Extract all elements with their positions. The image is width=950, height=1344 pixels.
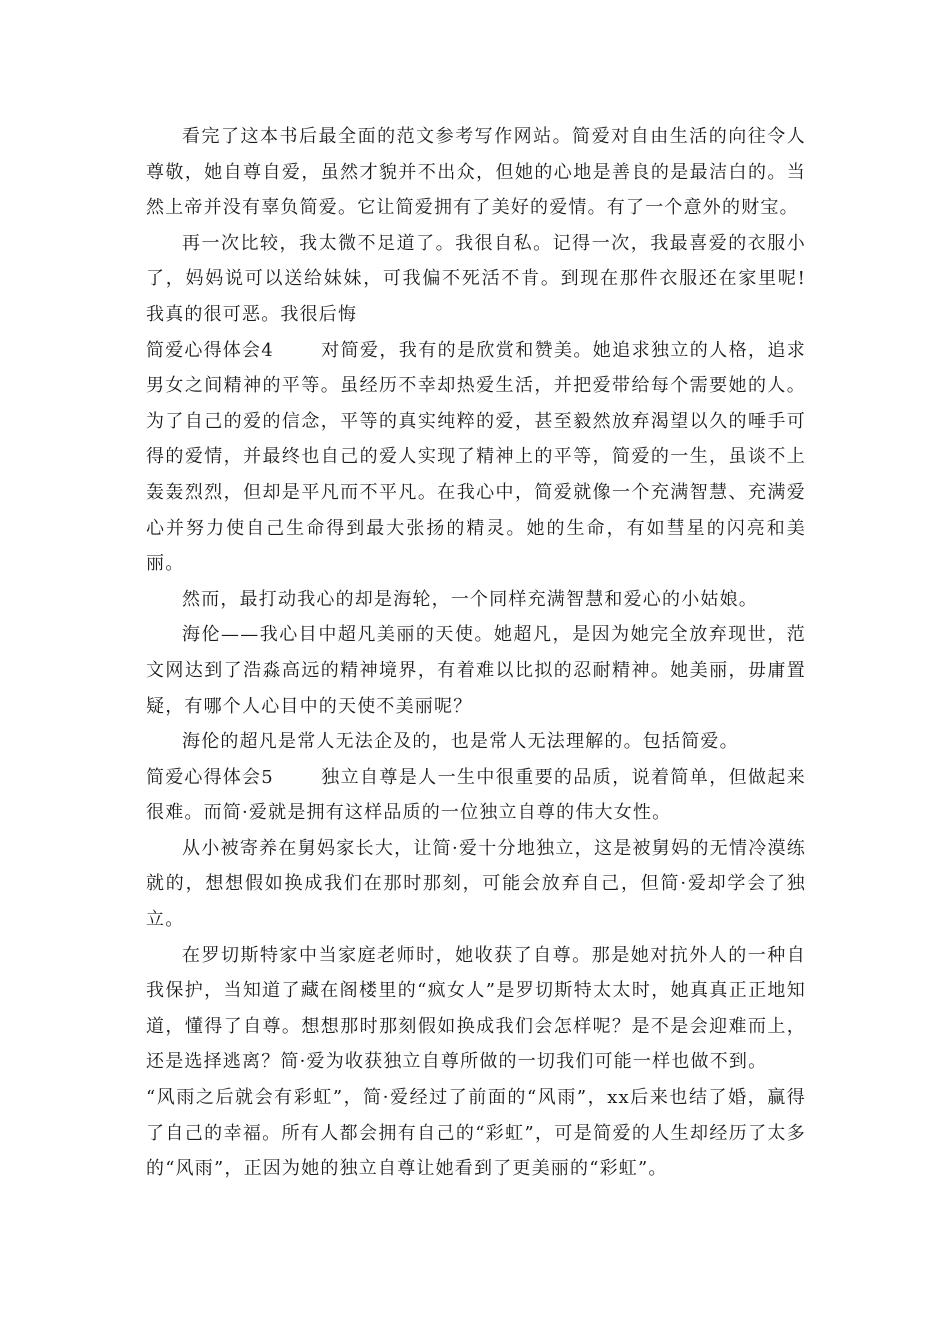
paragraph-8: 从小被寄养在舅妈家长大，让简·爱十分地独立，这是被舅妈的无情冷漠练就的，想想假如换成我们在那时那刻，可能会放弃自己，但简·爱却学会了独立。 (146, 837, 806, 931)
paragraph-3 (146, 333, 806, 582)
document-body (146, 119, 806, 1187)
paragraph-1: 看完了这本书后最全面的范文参考写作网站。简爱对自由生活的向往令人尊敬，她自尊自爱，虽然才貌并不出众，但她的心地是善良的是最洁白的。当然上帝并没有辜负简爱。它让简爱拥有了美好的爱情。有了一个意外的财宝。 (146, 126, 806, 219)
paragraph-6: 海伦的超凡是常人无法企及的，也是常人无法理解的。包括简爱。 (182, 731, 739, 753)
paragraph-9: 在罗切斯特家中当家庭老师时，她收获了自尊。那是她对抗外人的一种自我保护，当知道了藏在阁楼里的“疯女人”是罗切斯特太太时，她真真正正地知道，懂得了自尊。想想那时那刻假如换成我们会怎样呢？是不是会迎难而上，还是选择逃离？简·爱为收获独立自尊所做的一切我们可能一样也做不到。 (146, 944, 806, 1073)
section-5-text: 独立自尊是人一生中很重要的品质，说着简单，但做起来很难。而简·爱就是拥有这样品质的一位独立自尊的伟大女性。 (146, 766, 806, 824)
paragraph-7 (146, 760, 806, 831)
paragraph-10: “风雨之后就会有彩虹”，简·爱经过了前面的“风雨”，xx后来也结了婚，赢得了自己的幸福。所有人都会拥有自己的“彩虹”，可是简爱的人生却经历了太多的“风雨”，正因为她的独立自尊让她看到了更美丽的“彩虹”。 (146, 1087, 806, 1180)
section-4-text: 对简爱，我有的是欣赏和赞美。她追求独立的人格，追求男女之间精神的平等。虽经历不幸却热爱生活，并把爱带给每个需要她的人。为了自己的爱的信念，平等的真实纯粹的爱，甚至毅然放弃渴望以久的唾手可得的爱情，并最终也自己的爱人实现了精神上的平等，简爱的一生，虽谈不上轰轰烈烈，但却是平凡而不平凡。在我心中，简爱就像一个充满智慧、充满爱心并努力使自己生命得到最大张扬的精灵。她的生命，有如彗星的闪亮和美丽。 (146, 339, 806, 575)
section-heading-5: 简爱心得体会5 (146, 766, 274, 788)
section-heading-4: 简爱心得体会4 (146, 339, 274, 361)
paragraph-4: 然而，最打动我心的却是海轮，一个同样充满智慧和爱心的小姑娘。 (182, 588, 758, 610)
paragraph-2: 再一次比较，我太微不足道了。我很自私。记得一次，我最喜爱的衣服小了，妈妈说可以送给妹妹，可我偏不死活不肯。到现在那件衣服还在家里呢!我真的很可恶。我很后悔 (146, 232, 806, 325)
paragraph-5: 海伦——我心目中超凡美丽的天使。她超凡，是因为她完全放弃现世，范文网达到了浩淼高远的精神境界，有着难以比拟的忍耐精神。她美丽，毋庸置疑，有哪个人心目中的天使不美丽呢？ (146, 624, 806, 717)
